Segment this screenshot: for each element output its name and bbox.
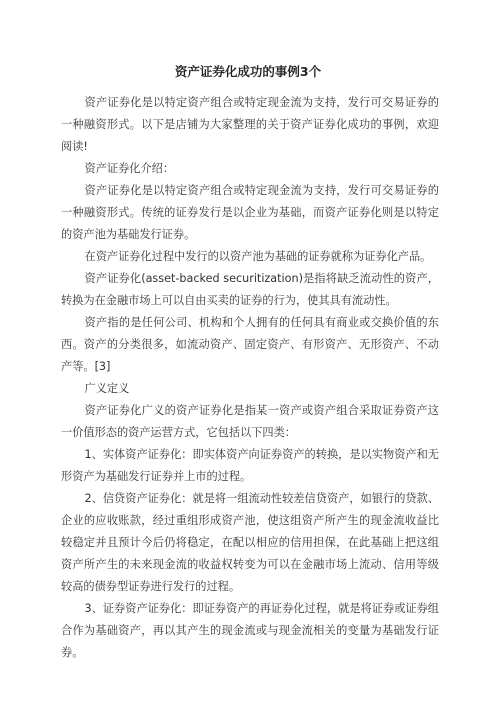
list-item-physical: 1、实体资产证券化：即实体资产向证券资产的转换，是以实物资产和无形资产为基础发行证券并上市的过程。: [61, 448, 439, 483]
list-item-securities: 3、证券资产证券化：即证券资产的再证券化过程，就是将证券或证券组合作为基础资产，再以其产生的现金流或与现金流相关的变量为基础发行证券。: [61, 602, 439, 659]
list-item-credit: 2、信贷资产证券化：就是将一组流动性较差信贷资产，如银行的贷款、企业的应收账款，经过重组形成资产池，使这组资产所产生的现金流收益比较稳定并且预计今后仍将稳定，在配以相应的信用担保，在此基础上把这组资产所产生的未来现金流的收益权转变为可以在金融市场上流动、信用等级较高的债券型证券进行发行的过程。: [61, 492, 439, 593]
paragraph-heading-intro: 资产证券化介绍：: [84, 162, 175, 175]
paragraph-product: 在资产证券化过程中发行的以资产池为基础的证券就称为证券化产品。: [84, 250, 432, 263]
paragraph-assets: 资产指的是任何公司、机构和个人拥有的任何具有商业或交换价值的东西。资产的分类很多，如流动资产、固定资产、有形资产、无形资产、不动产等。[3]: [61, 316, 439, 373]
document-title: 资产证券化成功的事例3个: [174, 64, 322, 79]
document-body: [61, 92, 439, 664]
paragraph-heading-broad: 广义定义: [84, 382, 130, 395]
paragraph-intro: 资产证券化是以特定资产组合或特定现金流为支持，发行可交易证券的一种融资形式。以下是店铺为大家整理的关于资产证券化成功的事例，欢迎阅读!: [61, 96, 439, 153]
paragraph-definition: 资产证券化是以特定资产组合或特定现金流为支持，发行可交易证券的一种融资形式。传统的证券发行是以企业为基础，而资产证券化则是以特定的资产池为基础发行证券。: [61, 184, 439, 241]
paragraph-broad-definition: 资产证券化广义的资产证券化是指某一资产或资产组合采取证券资产这一价值形态的资产运营方式，它包括以下四类：: [61, 404, 439, 439]
paragraph-abs: 资产证券化(asset-backed securitization)是指将缺乏流动性的资产，转换为在金融市场上可以自由买卖的证券的行为，使其具有流动性。: [61, 272, 439, 307]
